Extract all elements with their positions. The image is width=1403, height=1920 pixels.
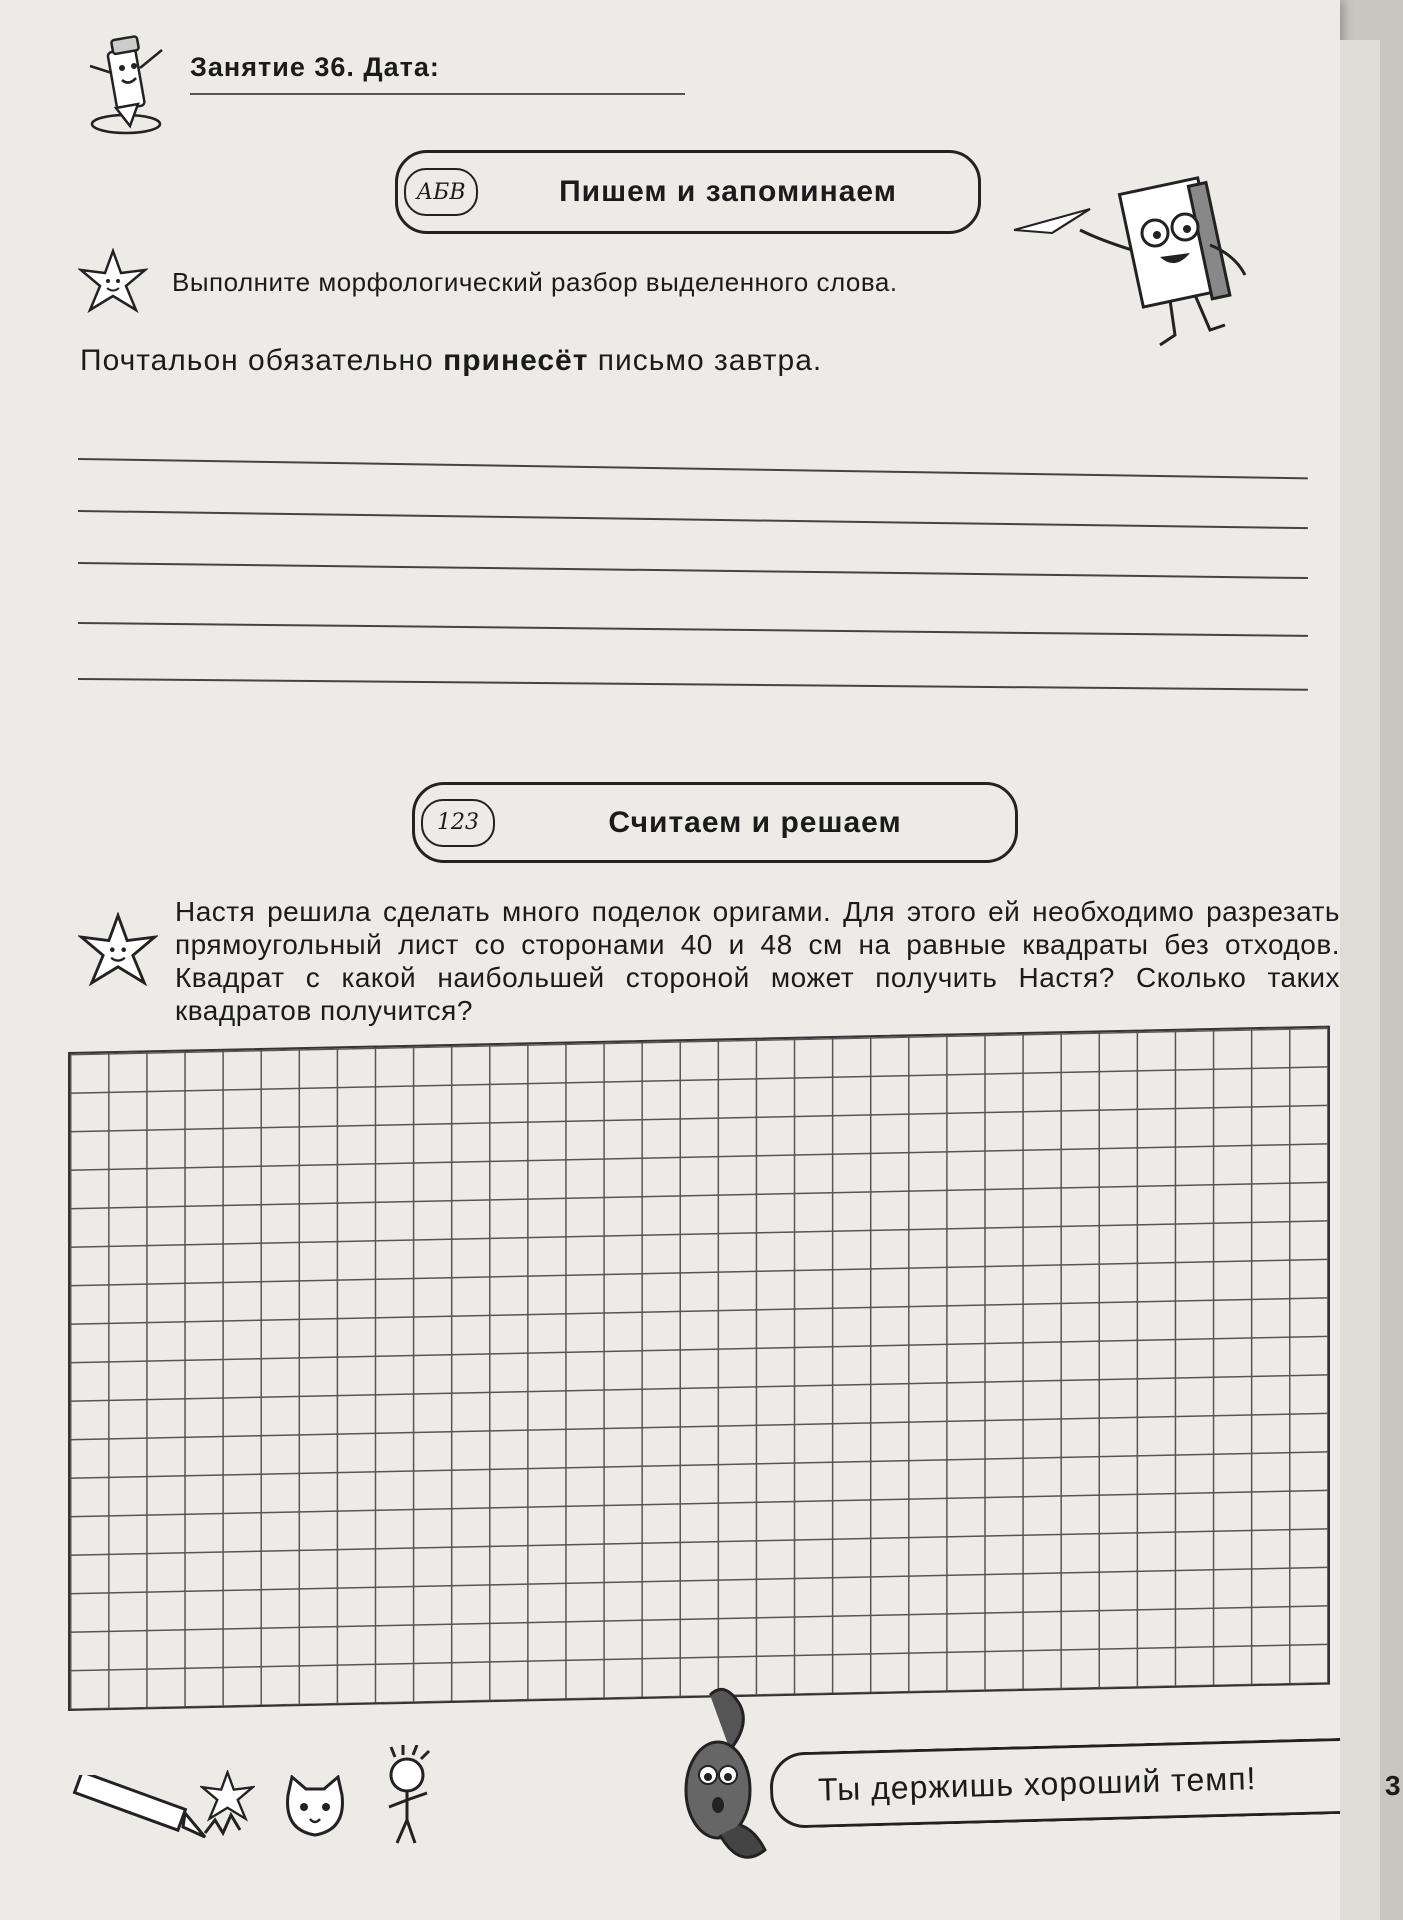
star-icon xyxy=(78,912,158,992)
task-sentence xyxy=(80,344,822,378)
stick-figure-icon xyxy=(375,1745,445,1845)
footer-motivation-text: Ты держишь хороший темп! xyxy=(817,1759,1257,1808)
number-badge-icon: 123 xyxy=(421,799,495,847)
pencil-mascot-icon xyxy=(82,28,172,138)
sentence-part-before: Почтальон обязательно xyxy=(80,344,444,377)
page-number: 3 xyxy=(1385,1770,1401,1801)
star-icon xyxy=(78,248,148,318)
answer-line[interactable] xyxy=(78,510,1308,529)
goldfish-icon xyxy=(670,1680,780,1880)
answer-line[interactable] xyxy=(78,622,1308,637)
section-title-math: Считаем и решаем xyxy=(608,805,902,839)
sentence-part-after: письмо завтра. xyxy=(588,344,823,377)
answer-grid[interactable] xyxy=(68,1026,1330,1711)
task-morphology-instruction: Выполните морфологический разбор выделенного слова. xyxy=(172,267,898,297)
footer-motivation-banner xyxy=(769,1737,1374,1829)
cat-icon xyxy=(280,1775,350,1840)
answer-line[interactable] xyxy=(78,458,1308,479)
math-problem-text: Настя решила сделать много поделок оригами. Для этого ей необходимо разрезать прямоугольный лист со сторонами 40 и 48 см на равные квадраты без отходов. Квадрат с какой наибольшей стороной может получить Настя? Сколько таких квадратов получится? xyxy=(175,896,1340,1026)
next-page-edge xyxy=(1340,40,1380,1920)
section-title-write: Пишем и запоминаем xyxy=(559,175,897,208)
highlighted-word: принесёт xyxy=(443,344,589,377)
abv-badge-icon: АБВ xyxy=(404,168,478,216)
book-mascot-icon xyxy=(1060,175,1270,355)
star-icon xyxy=(200,1770,255,1825)
section-banner-write xyxy=(395,150,981,234)
answer-line[interactable] xyxy=(78,678,1308,691)
lesson-date-header: Занятие 36. Дата: xyxy=(190,52,685,95)
section-banner-math xyxy=(412,782,1018,863)
answer-line[interactable] xyxy=(78,562,1308,579)
